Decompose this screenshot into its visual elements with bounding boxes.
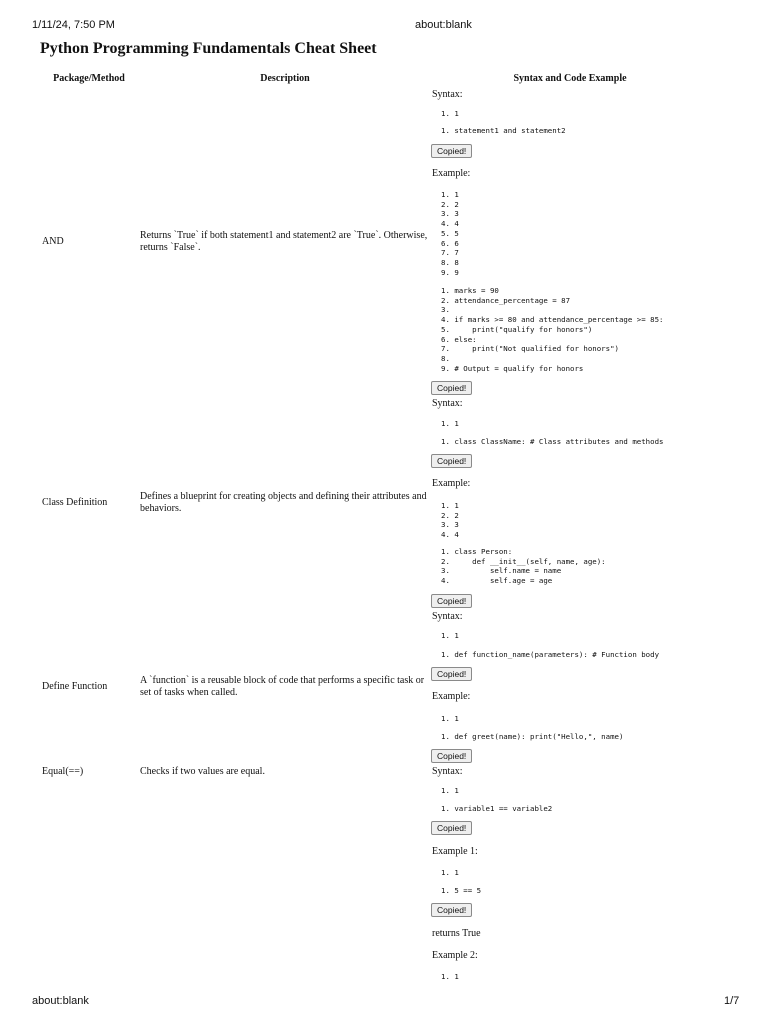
row-function-syntax-copy-button[interactable]: Copied! bbox=[431, 667, 472, 681]
row-equal-result-text: returns True bbox=[432, 928, 481, 939]
row-equal-example1-line-numbers: 1. 1 bbox=[441, 868, 459, 877]
row-class-method: Class Definition bbox=[42, 497, 108, 508]
row-function-syntax-line-numbers: 1. 1 bbox=[441, 631, 459, 640]
row-and-syntax-line-numbers: 1. 1 bbox=[441, 109, 459, 118]
row-class-example-line-numbers: 1. 1 2. 2 3. 3 4. 4 bbox=[441, 501, 459, 540]
row-equal-syntax-line-numbers: 1. 1 bbox=[441, 786, 459, 795]
row-and-example-code: 1. marks = 90 2. attendance_percentage = 87 3. 4. if marks >= 80 and attendance_percentage >= 85: 5. print("qualify for honors") 6. else: 7. print("Not qualified for honors") 8. 9. # Output = qualify for honors bbox=[441, 286, 664, 373]
row-equal-example1-code: 1. 5 == 5 bbox=[441, 886, 482, 895]
row-function-example-copy-button[interactable]: Copied! bbox=[431, 749, 472, 763]
row-equal-method: Equal(==) bbox=[42, 766, 84, 777]
row-and-syntax-label: Syntax: bbox=[432, 89, 463, 100]
row-function-description: A `function` is a reusable block of code that performs a specific task or set of tasks when called. bbox=[140, 675, 425, 698]
page-number: 1/7 bbox=[724, 995, 740, 1007]
row-function-method: Define Function bbox=[42, 681, 108, 692]
row-function-example-label: Example: bbox=[432, 691, 471, 702]
row-class-syntax-copy-button[interactable]: Copied! bbox=[431, 454, 472, 468]
row-equal-example1-label: Example 1: bbox=[432, 846, 478, 857]
row-equal-example2-line-numbers: 1. 1 bbox=[441, 972, 459, 981]
print-footer-url: about:blank bbox=[32, 995, 89, 1007]
row-class-description: Defines a blueprint for creating objects and defining their attributes and behaviors. bbox=[140, 491, 427, 514]
row-and-description: Returns `True` if both statement1 and statement2 are `True`. Otherwise, returns `False`. bbox=[140, 230, 428, 253]
row-equal-syntax-label: Syntax: bbox=[432, 766, 463, 777]
row-class-syntax-code: 1. class ClassName: # Class attributes and methods bbox=[441, 437, 664, 446]
page-title: Python Programming Fundamentals Cheat Sheet bbox=[40, 40, 377, 57]
row-and-syntax-code: 1. statement1 and statement2 bbox=[441, 126, 566, 135]
row-equal-example1-copy-button[interactable]: Copied! bbox=[431, 903, 472, 917]
print-datetime: 1/11/24, 7:50 PM bbox=[32, 19, 115, 31]
row-equal-description: Checks if two values are equal. bbox=[140, 766, 265, 777]
row-function-syntax-code: 1. def function_name(parameters): # Function body bbox=[441, 650, 660, 659]
row-class-example-code: 1. class Person: 2. def __init__(self, name, age): 3. self.name = name 4. self.age = age bbox=[441, 547, 606, 586]
row-and-example-label: Example: bbox=[432, 168, 471, 179]
row-and-example-copy-button[interactable]: Copied! bbox=[431, 381, 472, 395]
row-equal-example2-label: Example 2: bbox=[432, 950, 478, 961]
row-and-method: AND bbox=[42, 236, 64, 247]
row-function-example-line-numbers: 1. 1 bbox=[441, 714, 459, 723]
row-and-syntax-copy-button[interactable]: Copied! bbox=[431, 144, 472, 158]
row-class-syntax-line-numbers: 1. 1 bbox=[441, 419, 459, 428]
row-and-example-line-numbers: 1. 1 2. 2 3. 3 4. 4 5. 5 6. 6 7. 7 8. 8 9. 9 bbox=[441, 190, 459, 277]
col-header-method: Package/Method bbox=[53, 73, 125, 84]
row-class-example-copy-button[interactable]: Copied! bbox=[431, 594, 472, 608]
col-header-description: Description bbox=[260, 73, 310, 84]
row-class-example-label: Example: bbox=[432, 478, 471, 489]
row-function-example-code: 1. def greet(name): print("Hello,", name) bbox=[441, 732, 624, 741]
row-equal-syntax-code: 1. variable1 == variable2 bbox=[441, 804, 553, 813]
row-class-syntax-label: Syntax: bbox=[432, 398, 463, 409]
print-url: about:blank bbox=[415, 19, 472, 31]
row-function-syntax-label: Syntax: bbox=[432, 611, 463, 622]
col-header-syntax: Syntax and Code Example bbox=[513, 73, 627, 84]
row-equal-syntax-copy-button[interactable]: Copied! bbox=[431, 821, 472, 835]
